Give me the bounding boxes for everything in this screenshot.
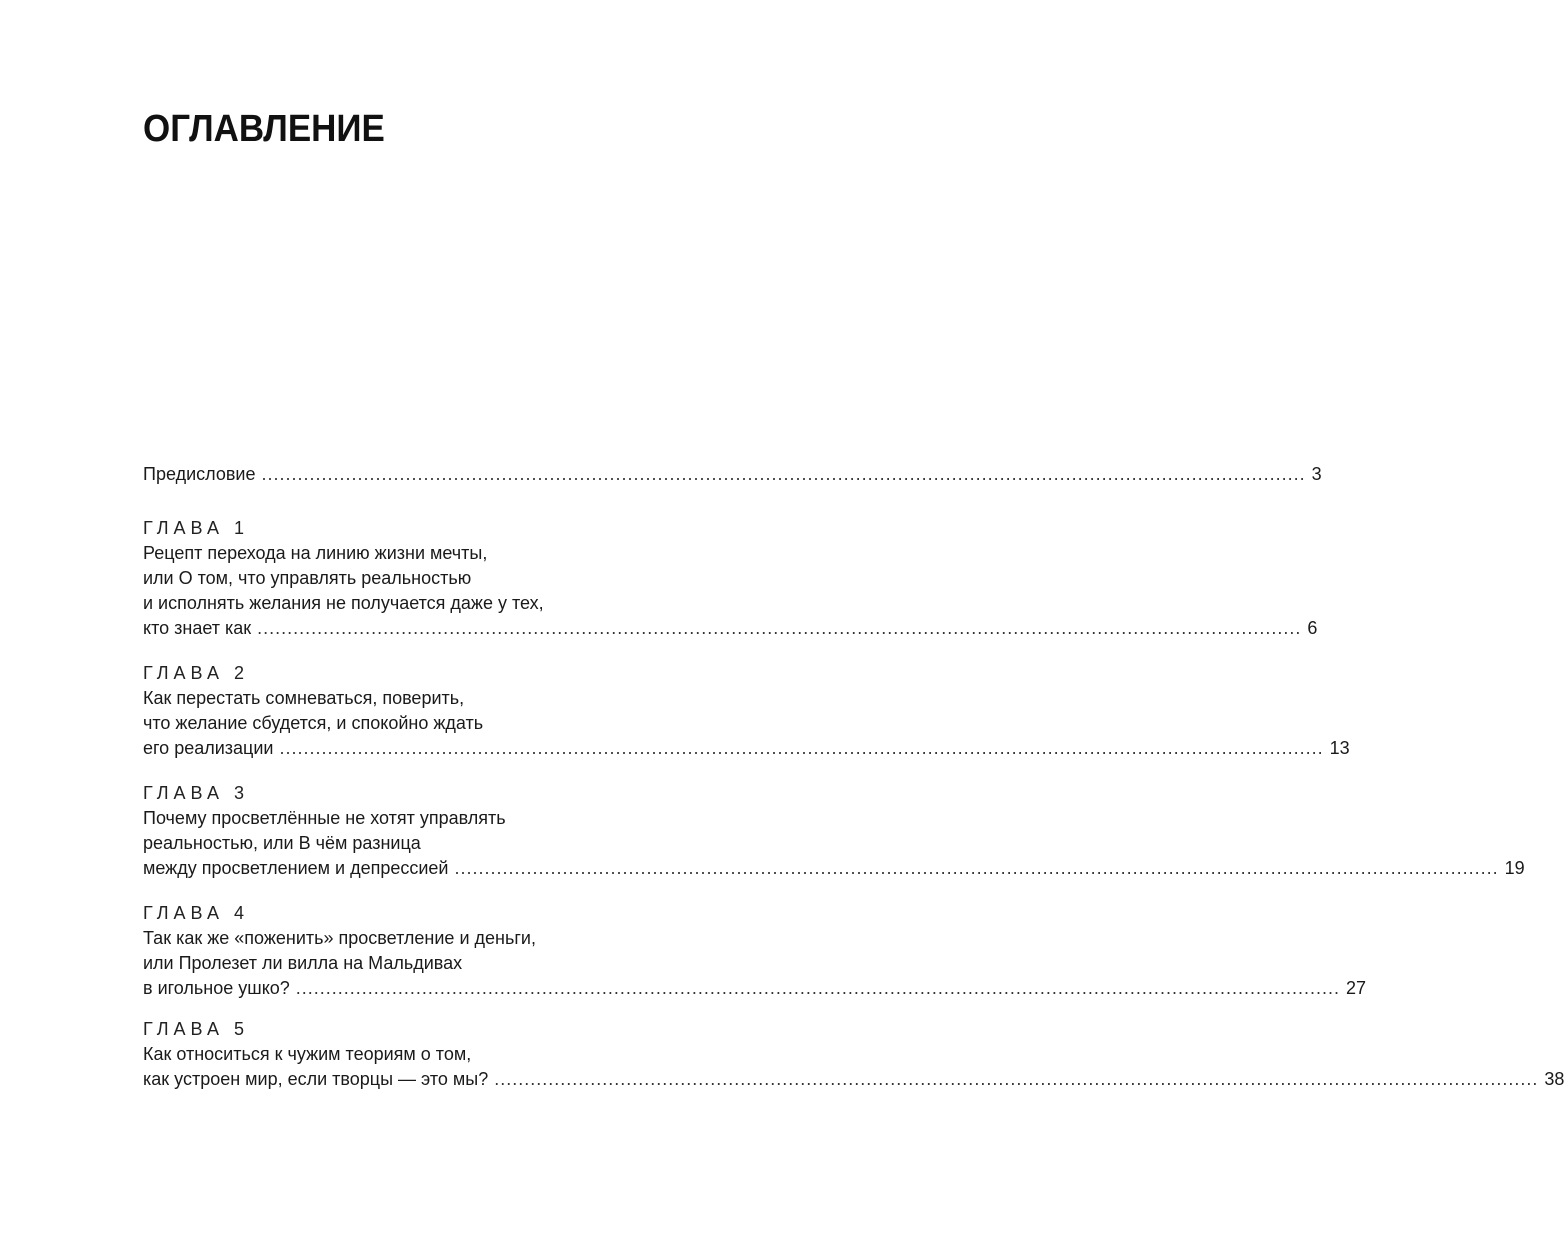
- toc-entry-chapter-1: [143, 516, 1318, 641]
- toc-line[interactable]: [143, 1067, 1564, 1092]
- page-number: 3: [1311, 464, 1322, 484]
- dot-leader: ..............................................................................................................................................................................: [257, 618, 1302, 638]
- toc-entry-line: Почему просветлённые не хотят управлять: [143, 808, 506, 828]
- dot-leader: ..............................................................................................................................................................................: [261, 464, 1306, 484]
- chapter-label: ГЛАВА 1: [143, 518, 249, 538]
- toc-entry-chapter-4: [143, 901, 1366, 1001]
- toc-line[interactable]: [143, 462, 1322, 487]
- page-number: 19: [1504, 858, 1525, 878]
- page-title: ОГЛАВЛЕНИЕ: [143, 108, 385, 150]
- toc-line[interactable]: [143, 616, 1318, 641]
- table-of-contents: [143, 462, 1564, 1092]
- toc-line[interactable]: [143, 976, 1366, 1001]
- toc-entry-line: Так как же «поженить» просветление и деньги,: [143, 928, 536, 948]
- toc-entry-preface: [143, 462, 1322, 487]
- toc-entry-line: или Пролезет ли вилла на Мальдивах: [143, 953, 463, 973]
- chapter-label: ГЛАВА 4: [143, 903, 249, 923]
- toc-entry-line: Как относиться к чужим теориям о том,: [143, 1044, 472, 1064]
- toc-entry-chapter-3: [143, 781, 1525, 881]
- toc-entry-chapter-5: [143, 1017, 1564, 1092]
- toc-entry-line: Рецепт перехода на линию жизни мечты,: [143, 543, 488, 563]
- page-number: 6: [1307, 618, 1318, 638]
- dot-leader: ..............................................................................................................................................................................: [295, 978, 1340, 998]
- dot-leader: ..............................................................................................................................................................................: [279, 738, 1324, 758]
- toc-entry-line: или О том, что управлять реальностью: [143, 568, 472, 588]
- toc-entry-line: что желание сбудется, и спокойно ждать: [143, 713, 484, 733]
- chapter-label: ГЛАВА 3: [143, 783, 249, 803]
- toc-entry-title: кто знает как: [143, 618, 252, 638]
- toc-entry-title: его реализации: [143, 738, 274, 758]
- toc-entry-title: между просветлением и депрессией: [143, 858, 449, 878]
- toc-entry-line: и исполнять желания не получается даже у тех,: [143, 593, 544, 613]
- page-number: 27: [1345, 978, 1366, 998]
- toc-entry-title: Предисловие: [143, 464, 256, 484]
- toc-entry-line: реальностью, или В чём разница: [143, 833, 421, 853]
- dot-leader: ..............................................................................................................................................................................: [494, 1069, 1539, 1089]
- page-number: 38: [1544, 1069, 1564, 1089]
- toc-line[interactable]: [143, 856, 1525, 881]
- toc-entry-title: как устроен мир, если творцы — это мы?: [143, 1069, 489, 1089]
- dot-leader: ..............................................................................................................................................................................: [454, 858, 1499, 878]
- chapter-label: ГЛАВА 2: [143, 663, 249, 683]
- toc-entry-title: в игольное ушко?: [143, 978, 290, 998]
- page-number: 13: [1329, 738, 1350, 758]
- toc-line[interactable]: [143, 736, 1350, 761]
- toc-entry-line: Как перестать сомневаться, поверить,: [143, 688, 465, 708]
- chapter-label: ГЛАВА 5: [143, 1019, 249, 1039]
- toc-entry-chapter-2: [143, 661, 1350, 761]
